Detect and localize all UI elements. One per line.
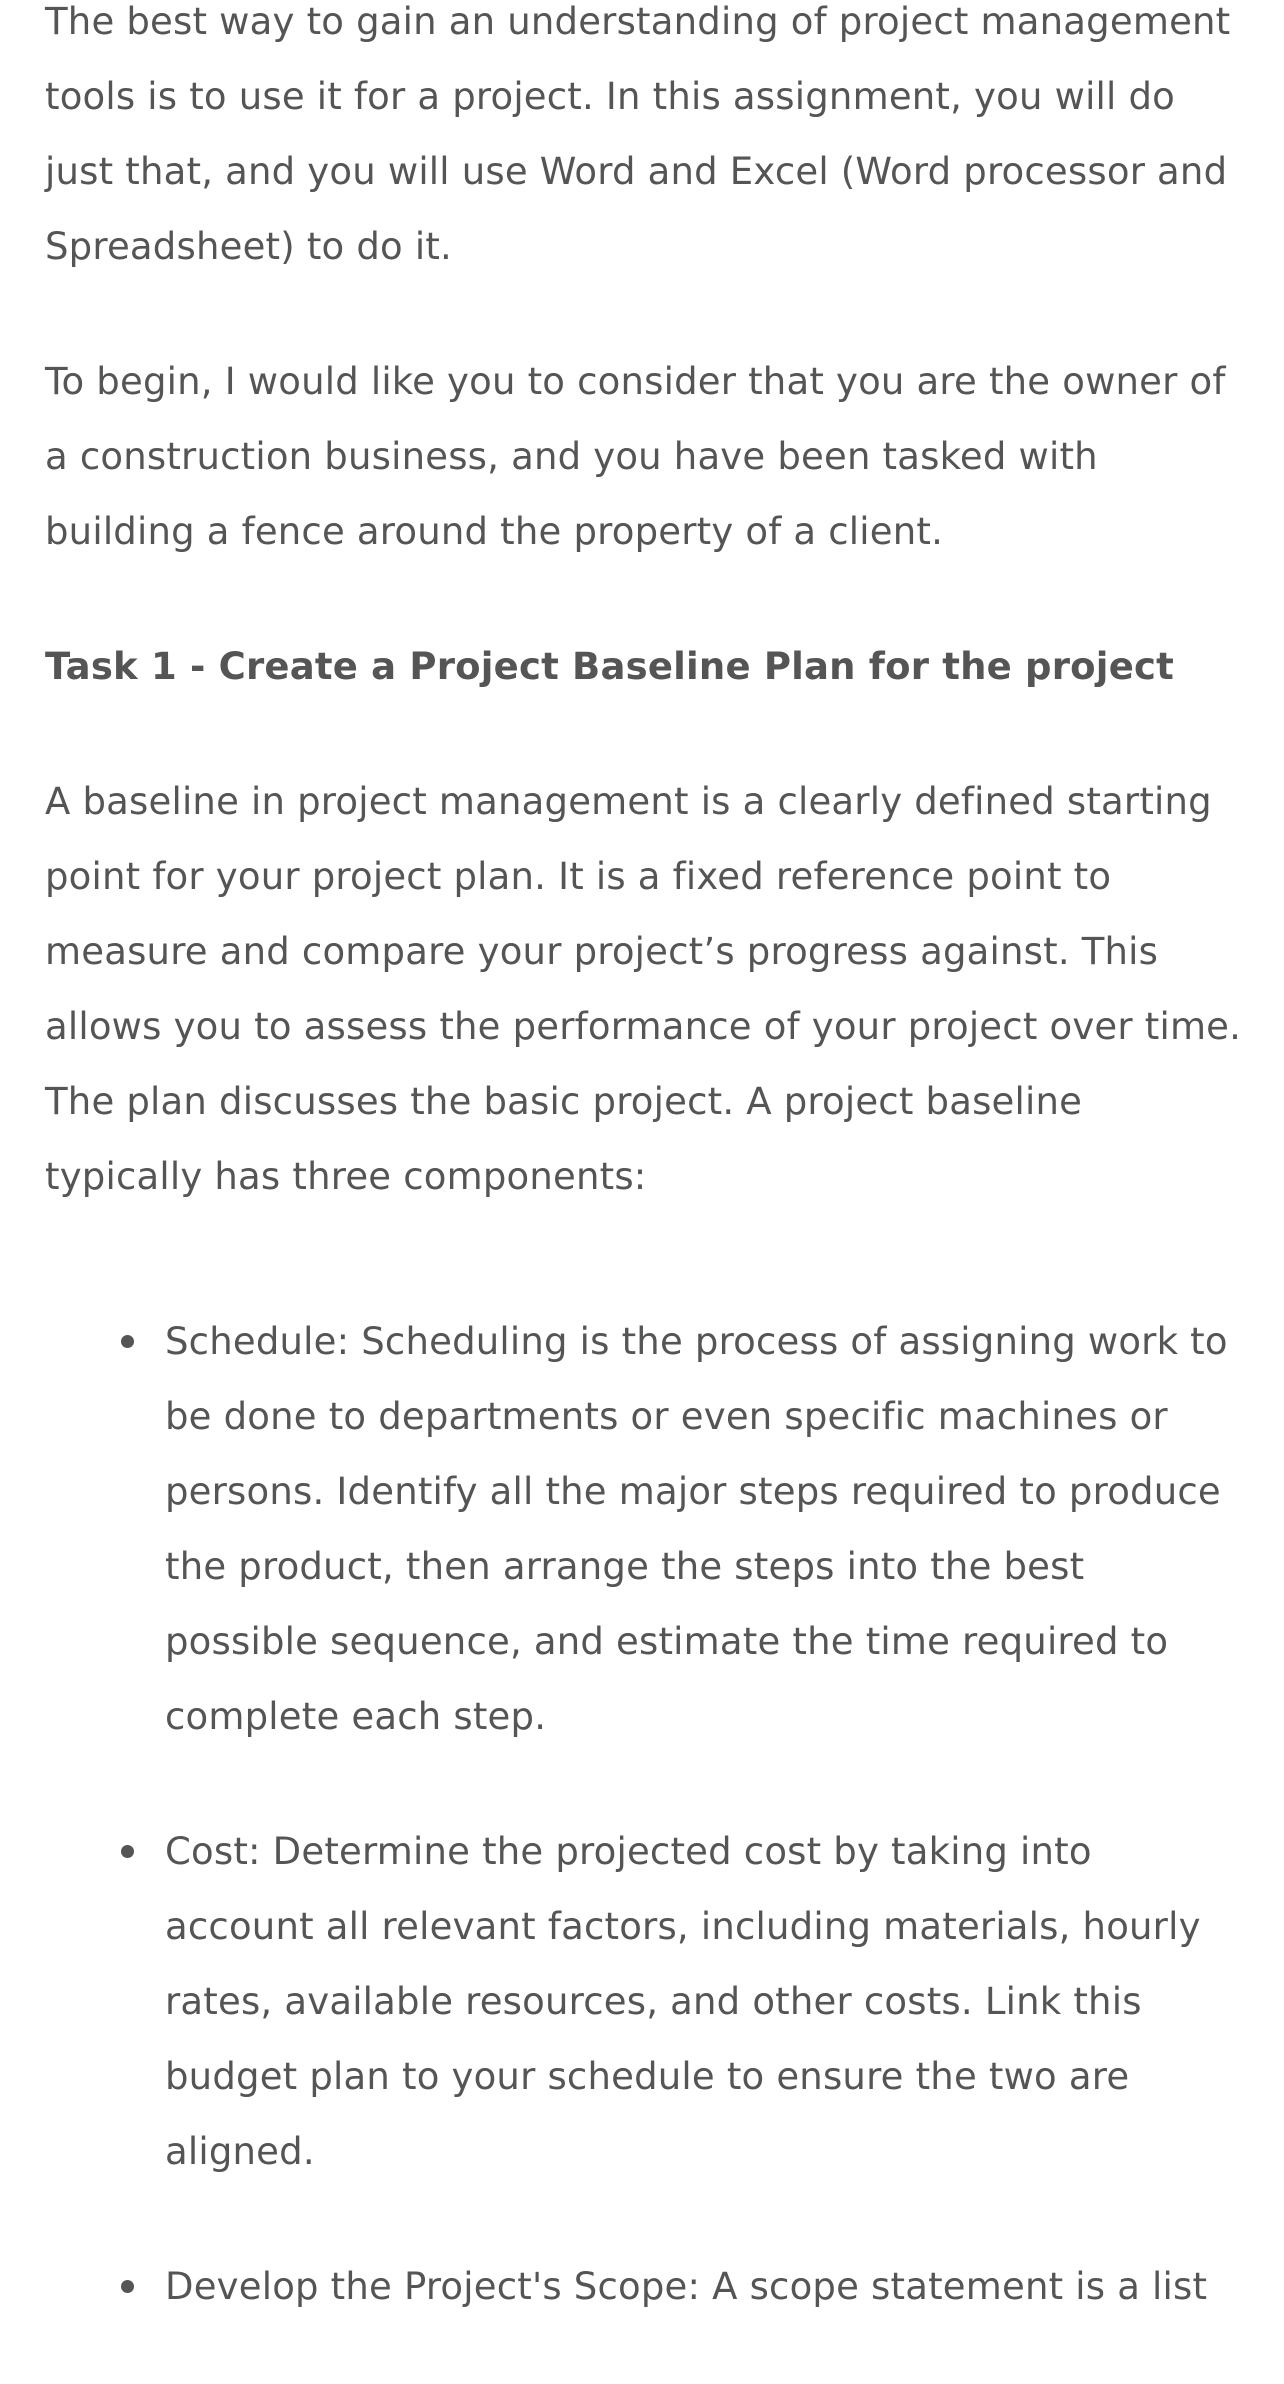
list-item-text: Schedule: Scheduling is the process of assigning work to be done to departments or even specific machines or persons. Identify all the major steps required to produce the product, then arrange the steps into the best possible sequence, and estimate the time required to complete each step. — [165, 1320, 1228, 1738]
bullet-icon — [121, 1335, 134, 1348]
bullet-icon — [121, 2280, 134, 2293]
components-list — [45, 1304, 1245, 2324]
document-body — [45, 0, 1245, 2384]
list-item-cost — [45, 1814, 1245, 2189]
intro-paragraph: The best way to gain an understanding of project management tools is to use it for a project. In this assignment, you will do just that, and you will use Word and Excel (Word processor and Spreadsheet) to do it. — [45, 0, 1231, 268]
list-item-text: Cost: Determine the projected cost by taking into account all relevant factors, including materials, hourly rates, available resources, and other costs. Link this budget plan to your schedule to ensure the two are aligned. — [165, 1830, 1201, 2173]
scenario-paragraph: To begin, I would like you to consider that you are the owner of a construction business, and you have been tasked with building a fence around the property of a client. — [45, 360, 1226, 553]
list-item-text: Develop the Project's Scope: A scope statement is a list — [165, 2265, 1208, 2308]
list-item-scope — [45, 2249, 1245, 2324]
task-heading: Task 1 - Create a Project Baseline Plan for the project — [45, 645, 1175, 688]
baseline-paragraph: A baseline in project management is a clearly defined starting point for your project plan. It is a fixed reference point to measure and compare your project’s progress against. This allows you to assess the performance of your project over time. The plan discusses the basic project. A project baseline typically has three components: — [45, 780, 1242, 1198]
list-item-schedule — [45, 1304, 1245, 1754]
bullet-icon — [121, 1845, 134, 1858]
